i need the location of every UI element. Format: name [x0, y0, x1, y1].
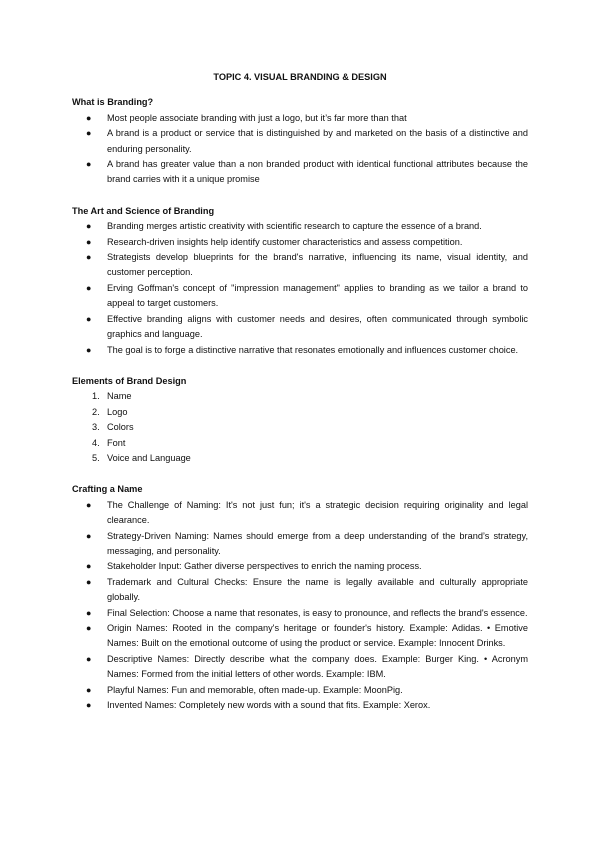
- list-item: 1. Name: [92, 391, 132, 402]
- list-item: ● Branding merges artistic creativity with scientific research to capture the essence of a brand.: [72, 219, 528, 234]
- list-item: ● Trademark and Cultural Checks: Ensure the name is legally available and culturally appropriate globally.: [86, 576, 528, 603]
- bullet-icon: ●: [86, 700, 92, 711]
- bullet-icon: ●: [86, 653, 92, 664]
- section-art-and-science: [72, 204, 528, 358]
- list-item: ● Origin Names: Rooted in the company's heritage or founder's history. Example: Adidas. • Emotive Names: Built on the emotional outcome of using the product or service. Example: Innocent Drinks.: [86, 623, 528, 649]
- bullet-icon: ●: [86, 530, 92, 541]
- list-item: ● A brand is a product or service that is distinguished by and marketed on the basis of a distinctive and enduring personality.: [86, 128, 528, 154]
- document-page: [72, 70, 528, 729]
- bullet-icon: ●: [86, 252, 92, 263]
- bullet-icon: ●: [86, 236, 92, 247]
- list-item: ● Stakeholder Input: Gather diverse perspectives to enrich the naming process.: [72, 559, 528, 574]
- bullet-icon: ●: [86, 159, 92, 170]
- section-heading: What is Branding?: [72, 97, 154, 108]
- bullet-icon: ●: [86, 282, 92, 293]
- bullet-icon: ●: [86, 561, 92, 572]
- list-item: 3. Colors: [92, 422, 134, 433]
- list-item: ● Playful Names: Fun and memorable, often made-up. Example: MoonPig.: [72, 683, 528, 698]
- bullet-list: [72, 111, 528, 188]
- numbered-list: [72, 389, 528, 466]
- bullet-icon: ●: [86, 499, 92, 510]
- list-item: ● Invented Names: Completely new words with a sound that fits. Example: Xerox.: [72, 698, 528, 713]
- bullet-icon: ●: [86, 313, 92, 324]
- bullet-icon: ●: [86, 344, 92, 355]
- bullet-icon: ●: [86, 576, 92, 587]
- list-item: ● Descriptive Names: Directly describe what the company does. Example: Burger King. • Acronym Names: Formed from the initial letters of other words. Example: IBM.: [86, 653, 528, 680]
- list-item: ● Erving Goffman's concept of "impression management" applies to branding as we tailor a brand to appeal to target customers.: [86, 282, 528, 309]
- list-item: ● The Challenge of Naming: It's not just fun; it's a strategic decision requiring originality and legal clearance.: [86, 499, 528, 526]
- bullet-icon: ●: [86, 623, 92, 633]
- list-item: ● Most people associate branding with just a logo, but it’s far more than that: [72, 111, 528, 126]
- bullet-icon: ●: [86, 221, 92, 232]
- list-item: ● The goal is to forge a distinctive narrative that resonates emotionally and influences customer choice.: [72, 343, 528, 358]
- list-item: 4. Font: [92, 437, 126, 448]
- list-item: ● Research-driven insights help identify customer characteristics and assess competition.: [72, 235, 528, 250]
- bullet-icon: ●: [86, 684, 92, 695]
- list-item: ● Strategy-Driven Naming: Names should emerge from a deep understanding of the brand’s strategy, messaging, and personality.: [86, 530, 528, 556]
- bullet-list: [72, 498, 528, 714]
- section-crafting-a-name: [72, 482, 528, 713]
- page-title: TOPIC 4. VISUAL BRANDING & DESIGN: [213, 72, 387, 82]
- bullet-icon: ●: [86, 607, 92, 618]
- section-heading: The Art and Science of Branding: [72, 205, 215, 216]
- list-item: 5. Voice and Language: [92, 452, 191, 463]
- list-item: ● A brand has greater value than a non branded product with identical functional attributes because the brand carries with it a unique promise: [86, 159, 528, 185]
- bullet-list: [72, 219, 528, 358]
- section-what-is-branding: [72, 95, 528, 187]
- bullet-icon: ●: [86, 112, 92, 123]
- section-elements-of-brand-design: [72, 374, 528, 466]
- list-item: ● Final Selection: Choose a name that resonates, is easy to pronounce, and reflects the brand's essence.: [72, 606, 528, 621]
- list-item: 2. Logo: [92, 406, 128, 417]
- section-heading: Crafting a Name: [72, 484, 143, 495]
- bullet-icon: ●: [86, 128, 92, 139]
- section-heading: Elements of Brand Design: [72, 375, 187, 386]
- list-item: ● Strategists develop blueprints for the brand's narrative, influencing its name, visual identity, and customer perception.: [86, 252, 528, 278]
- list-item: ● Effective branding aligns with customer needs and desires, often communicated through symbolic graphics and language.: [86, 313, 528, 340]
